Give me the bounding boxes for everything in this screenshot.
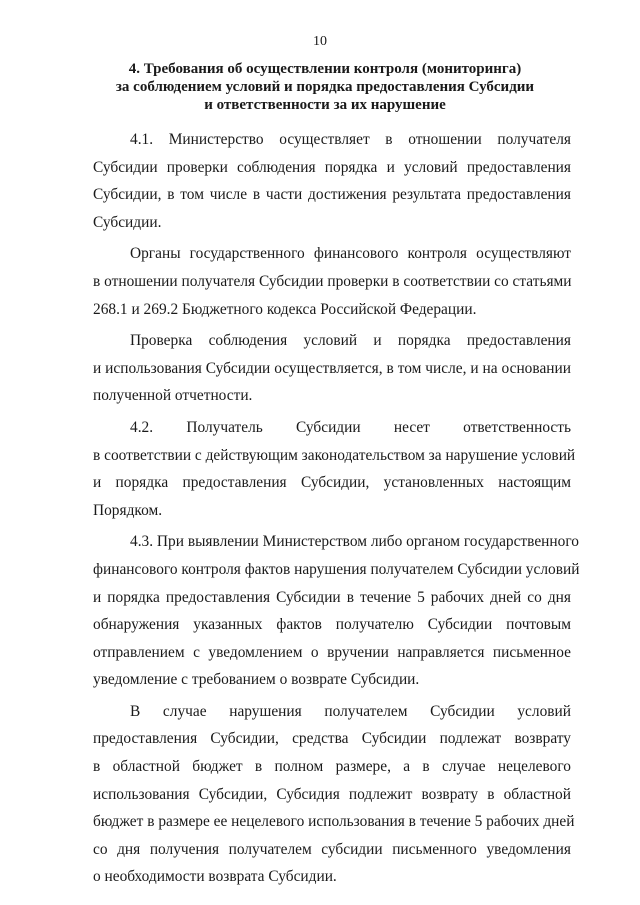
text-line: Субсидии, в том числе в части достижения результата предоставления [93,186,571,204]
heading-line: 4. Требования об осуществлении контроля (мониторинга) [128,61,522,77]
heading-line: и ответственности за их нарушение [204,97,446,113]
paragraph-4-3 [93,528,580,694]
text-line: Органы государственного финансового контроля осуществляют [130,245,571,263]
text-line: и использования Субсидии осуществляется, в том числе, и на основании [93,359,571,377]
text-line: использования Субсидии, Субсидия подлежит возврату в областной [93,785,571,803]
text-line: предоставления Субсидии, средства Субсидии подлежат возврату [93,730,571,748]
text-line: Проверка соблюдения условий и порядка предоставления [130,332,571,350]
text-line: Субсидии. [93,213,162,231]
text-line: 4.1. Министерство осуществляет в отношении получателя [130,131,571,148]
paragraph-verification [93,327,571,410]
text-line: финансового контроля фактов нарушения получателем Субсидии условий [93,560,580,578]
text-line: Порядком. [93,501,163,519]
paragraph-4-1 [93,126,571,236]
text-line: о необходимости возврата Субсидии. [93,868,337,886]
text-line: отправлением с уведомлением о вручении направляется письменное [93,643,571,661]
text-line: со дня получения получателем субсидии письменного уведомления [93,840,571,858]
text-line: полученной отчетности. [93,387,253,405]
text-line: в соответствии с действующим законодательством за нарушение условий [93,446,576,464]
paragraph-control-bodies [93,240,571,323]
text-line: 4.2. Получатель Субсидии несет ответственность [130,418,571,436]
page-number: 10 [313,34,327,49]
text-line: и порядка предоставления Субсидии в течение 5 рабочих дней со дня [93,588,571,606]
text-line: 268.1 и 269.2 Бюджетного кодекса Российской Федерации. [93,300,477,318]
text-line: бюджет в размере ее нецелевого использования в течение 5 рабочих дней [93,813,575,831]
paragraph-violation [93,698,575,891]
text-line: и порядка предоставления Субсидии, установленных настоящим [93,474,571,492]
heading-line: за соблюдением условий и порядка предоставления Субсидии [115,79,535,95]
paragraph-4-2 [93,414,576,524]
text-line: В случае нарушения получателем Субсидии условий [130,702,571,720]
section-heading [100,60,550,114]
text-line: уведомление с требованием о возврате Субсидии. [93,671,420,689]
text-line: в областной бюджет в полном размере, а в случае нецелевого [93,758,571,776]
text-line: Субсидии проверки соблюдения порядка и условий предоставления [93,158,571,176]
text-line: в отношении получателя Субсидии проверки в соответствии со статьями [93,272,572,290]
text-line: 4.3. При выявлении Министерством либо органом государственного [130,533,579,551]
text-line: обнаружения указанных фактов получателю Субсидии почтовым [93,616,571,634]
section-body [93,126,580,895]
